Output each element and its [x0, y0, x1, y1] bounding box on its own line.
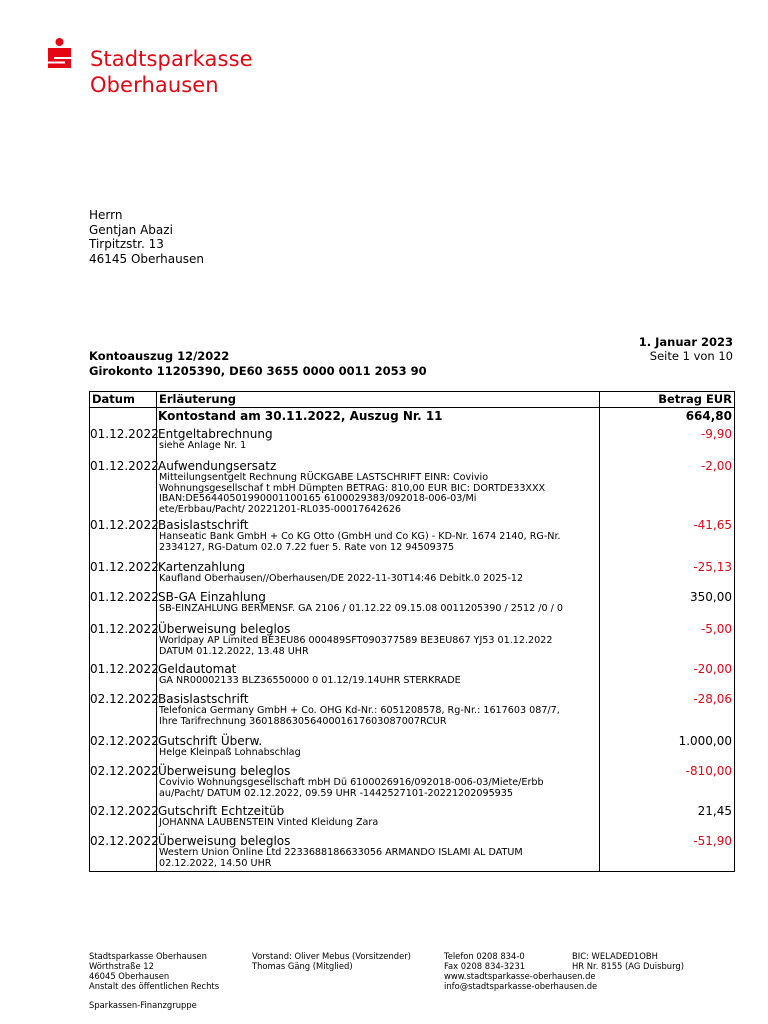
row-title: Überweisung beleglos	[158, 764, 291, 778]
row-title: SB-GA Einzahlung	[158, 590, 266, 604]
footer-line: Anstalt des öffentlichen Rechts	[89, 981, 220, 991]
row-date: 02.12.2022	[90, 764, 159, 778]
row-date: 01.12.2022	[90, 518, 159, 532]
footer-line: www.stadtsparkasse-oberhausen.de	[444, 971, 596, 981]
row-amount: -20,00	[693, 662, 732, 676]
footer-col-board	[252, 951, 411, 971]
row-title: Basislastschrift	[158, 692, 249, 706]
footer-line: Stadtsparkasse Oberhausen	[89, 951, 207, 961]
row-title: Basislastschrift	[158, 518, 249, 532]
statement-header	[89, 349, 427, 379]
row-details: Worldpay AP Limited BE3EU86 000489SFT090377589 BE3EU867 YJ53 01.12.2022 DATUM 01.12.2022, 13.48 UHR	[159, 635, 553, 657]
footer-line: info@stadtsparkasse-oberhausen.de	[444, 981, 598, 991]
row-date: 01.12.2022	[90, 622, 159, 636]
row-date: 02.12.2022	[90, 692, 159, 706]
account-info: Girokonto 11205390, DE60 3655 0000 0011 2053 90	[89, 364, 427, 378]
page-number: Seite 1 von 10	[649, 349, 733, 363]
row-date: 02.12.2022	[90, 834, 159, 848]
column-divider	[599, 392, 600, 871]
header-description: Erläuterung	[159, 392, 236, 406]
row-title: Kartenzahlung	[158, 560, 246, 574]
row-date: 01.12.2022	[90, 590, 159, 604]
row-amount: -28,06	[693, 692, 732, 706]
footer-line: Thomas Gäng (Mitglied)	[252, 961, 353, 971]
header-amount: Betrag EUR	[658, 392, 732, 406]
row-amount: 21,45	[697, 804, 732, 818]
sparkasse-s-logo-icon	[44, 38, 75, 75]
footer-line: Telefon 0208 834-0	[444, 951, 525, 961]
footer-line: Fax 0208 834-3231	[444, 961, 526, 971]
row-date: 01.12.2022	[90, 427, 159, 441]
row-details: Mitteilungsentgelt Rechnung RÜCKGABE LASTSCHRIFT EINR: Covivio Wohnungsgesellschaf t mbH Dümpten BETRAG: 810,00 EUR BIC: DORTDE33XXX IBAN:DE56440501990001100165 6100029383/092018-006-03/Mi ete/Erbbau/Pacht/ 20221201-RL035-00017642626	[159, 472, 546, 515]
recipient-address	[89, 208, 204, 266]
row-amount: 664,80	[685, 409, 732, 423]
header-divider	[90, 407, 734, 408]
row-title: Kontostand am 30.11.2022, Auszug Nr. 11	[158, 409, 443, 423]
statement-meta	[639, 335, 733, 363]
row-amount: -51,90	[693, 834, 732, 848]
bank-name	[90, 46, 253, 98]
footer-line: HR Nr. 8155 (AG Duisburg)	[572, 961, 684, 971]
row-title: Aufwendungsersatz	[158, 459, 277, 473]
row-details: JOHANNA LAUBENSTEIN Vinted Kleidung Zara	[159, 817, 379, 828]
row-amount: 350,00	[690, 590, 732, 604]
row-details: SB-EINZAHLUNG BERMENSF. GA 2106 / 01.12.22 09.15.08 0011205390 / 2512 /0 / 0	[159, 603, 564, 614]
footer-line: Wörthstraße 12	[89, 961, 154, 971]
statement-title: Kontoauszug 12/2022	[89, 349, 230, 363]
recipient-name: Gentjan Abazi	[89, 222, 173, 237]
footer-line: Vorstand: Oliver Mebus (Vorsitzender)	[252, 951, 411, 961]
row-amount: -41,65	[693, 518, 732, 532]
row-date: 02.12.2022	[90, 804, 159, 818]
row-title: Gutschrift Überw.	[158, 734, 263, 748]
row-details: Helge Kleinpaß Lohnabschlag	[159, 747, 301, 758]
row-title: Überweisung beleglos	[158, 834, 291, 848]
row-details: siehe Anlage Nr. 1	[159, 440, 247, 451]
row-date: 02.12.2022	[90, 734, 159, 748]
row-amount: -25,13	[693, 560, 732, 574]
row-date: 01.12.2022	[90, 560, 159, 574]
footer-col-address	[89, 951, 219, 991]
recipient-street: Tirpitzstr. 13	[89, 237, 164, 251]
footer-line: 46045 Oberhausen	[89, 971, 170, 981]
bank-name-line2: Oberhausen	[90, 73, 219, 97]
row-title: Gutschrift Echtzeitüb	[158, 804, 285, 818]
row-details: GA NR00002133 BLZ36550000 0 01.12/19.14UHR STERKRADE	[159, 675, 461, 686]
bank-name-line1: Stadtsparkasse	[90, 47, 253, 71]
row-amount: -2,00	[700, 459, 732, 473]
footer-group-name: Sparkassen-Finanzgruppe	[89, 1000, 197, 1010]
header-date: Datum	[92, 392, 135, 406]
recipient-city: 46145 Oberhausen	[89, 251, 204, 266]
row-amount: -9,90	[700, 427, 732, 441]
row-details: Hanseatic Bank GmbH + Co KG Otto (GmbH und Co KG) - KD-Nr. 1674 2140, RG-Nr. 2334127, RG-Datum 02.0 7.22 fuer 5. Rate von 12 94509375	[159, 531, 561, 553]
recipient-salutation: Herrn	[89, 208, 123, 222]
statement-date: 1. Januar 2023	[638, 335, 733, 349]
row-details: Covivio Wohnungsgesellschaft mbH Dü 6100026916/092018-006-03/Miete/Erbb au/Pacht/ DATUM 02.12.2022, 09.59 UHR -1442527101-20221202095935	[159, 777, 544, 799]
footer-col-registry	[572, 951, 684, 971]
transaction-table	[89, 391, 735, 872]
row-details: Western Union Online Ltd 2233688186633056 ARMANDO ISLAMI AL DATUM 02.12.2022, 14.50 UHR	[159, 847, 523, 869]
row-details: Kaufland Oberhausen//Oberhausen/DE 2022-11-30T14:46 Debitk.0 2025-12	[159, 573, 524, 584]
row-amount: -810,00	[685, 764, 732, 778]
row-amount: -5,00	[700, 622, 732, 636]
row-title: Entgeltabrechnung	[158, 427, 273, 441]
row-details: Telefonica Germany GmbH + Co. OHG Kd-Nr.: 6051208578, Rg-Nr.: 1617603 087/7, Ihre Tarifrechnung 36018863056400016176030870​07RCUR	[159, 705, 560, 727]
footer-line: BIC: WELADED1OBH	[572, 951, 658, 961]
row-date: 01.12.2022	[90, 459, 159, 473]
row-title: Überweisung beleglos	[158, 622, 291, 636]
row-date: 01.12.2022	[90, 662, 159, 676]
row-amount: 1.000,00	[678, 734, 732, 748]
row-title: Geldautomat	[158, 662, 237, 676]
